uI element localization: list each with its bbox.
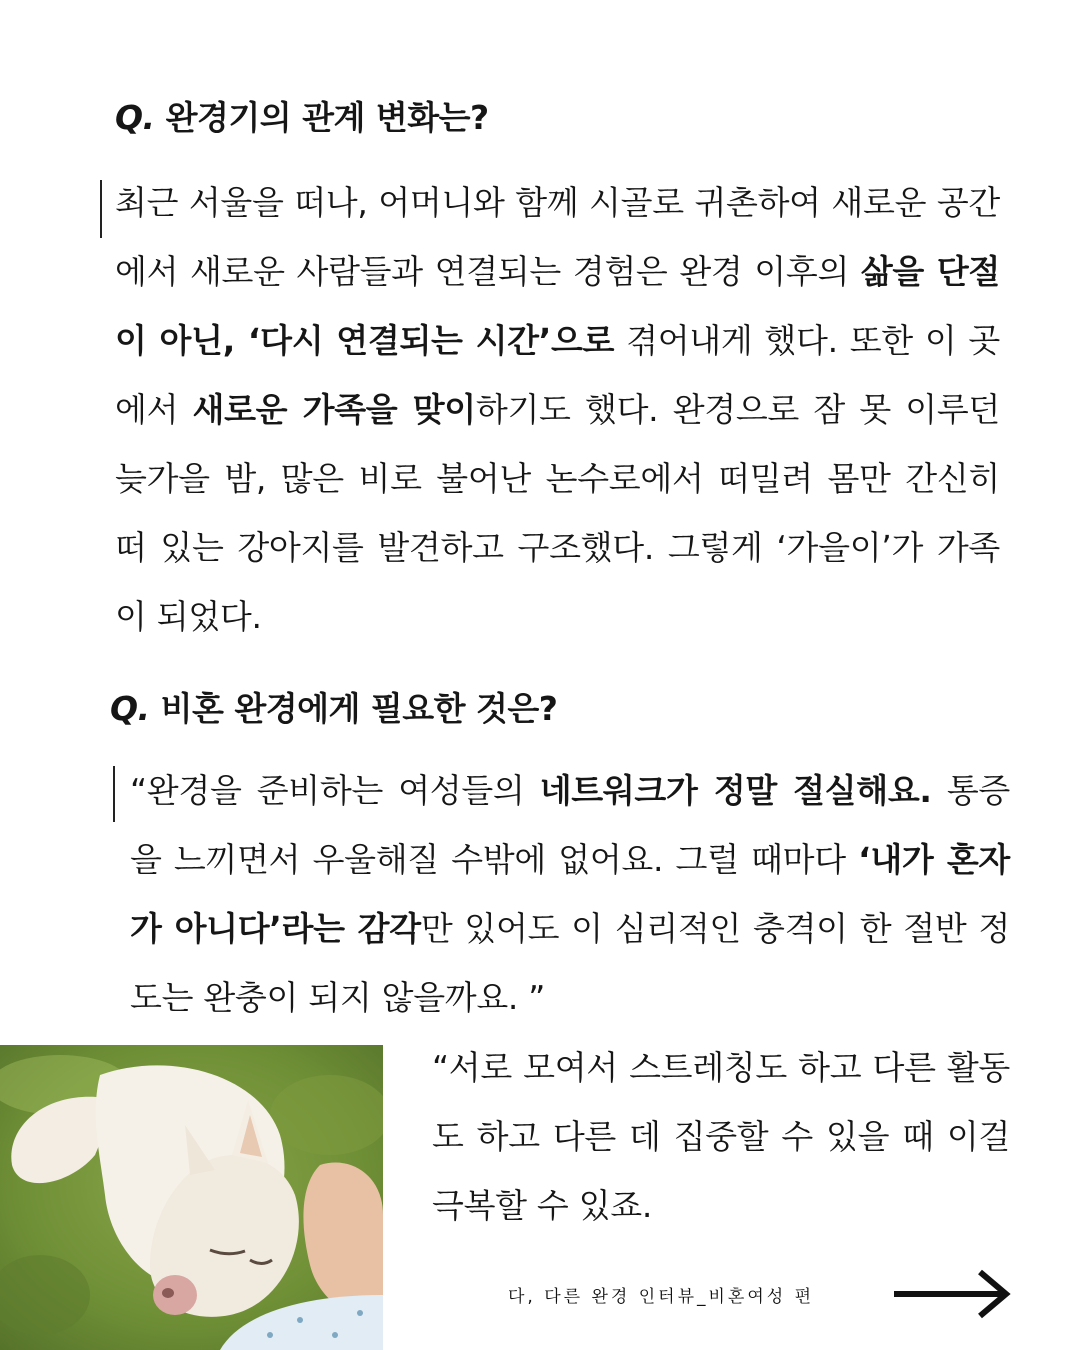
question-heading-1 [115,92,489,139]
bold-text-run: 새로운 가족을 맞이 [192,390,476,429]
text-cursor [113,766,115,822]
bold-text-run: 네트워크가 정말 절실해요. [539,771,932,810]
question-prefix: Q. [115,98,155,137]
bold-text-run: ‘내가 혼자가 아니다’라는 감각 [130,840,1010,948]
interview-quote-1 [130,756,1010,1032]
text-run: 통증을 느끼면서 우울해질 수밖에 없어요. 그럴 때마다 [130,771,1010,879]
question-heading-2 [110,683,557,730]
right-arrow-icon[interactable] [892,1268,1012,1320]
question-text: 완경기의 관계 변화는? [165,98,489,137]
text-run: 만 있어도 이 심리적인 충격이 한 절반 정도는 완충이 되지 않을까요. ” [130,909,1010,1017]
text-run: 최근 서울을 떠나, 어머니와 함께 시골로 귀촌하여 새로운 공간에서 새로운 사람들과 연결되는 경험은 완경 이후의 [115,183,1000,291]
answer-paragraph-1 [115,168,1000,651]
interview-quote-2: “서로 모여서 스트레칭도 하고 다른 활동도 하고 다른 데 집중할 수 있을 때 이걸 극복할 수 있죠. [432,1048,1010,1225]
question-text: 비혼 완경에게 필요한 것은? [160,689,558,728]
question-prefix: Q. [110,689,150,728]
bold-text-run: 삶을 단절이 아닌, ‘다시 연결되는 시간’으로 [115,252,1000,360]
dog-photo [0,1045,383,1350]
text-run: 겪어내게 했다. 또한 이 곳에서 [115,321,1001,429]
text-run: 하기도 했다. 완경으로 잠 못 이루던 늦가을 밤, 많은 비로 불어난 논수로에서 떠밀려 몸만 간신히 떠 있는 강아지를 발견하고 구조했다. 그렇게 ‘가을이’가 가족이 되었다. [115,390,1000,636]
text-cursor [100,180,102,238]
text-run: “완경을 준비하는 여성들의 [130,771,540,810]
footer-caption: 다, 다른 완경 인터뷰_비혼여성 편 [508,1287,815,1307]
